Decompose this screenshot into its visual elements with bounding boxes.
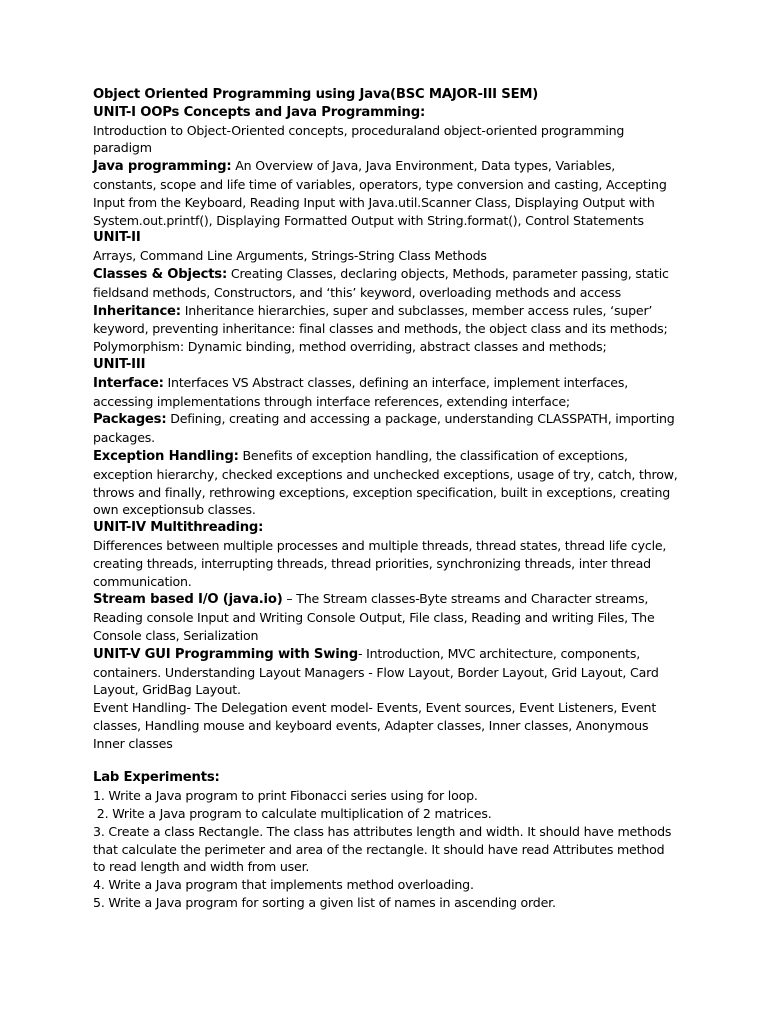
stream-io-label: Stream based I/O (java.io) (93, 592, 283, 608)
arrays-paragraph: Arrays, Command Line Arguments, Strings-String Class Methods (93, 248, 487, 264)
stream-io-text: – The Stream classes-Byte streams and Character streams, Reading console Input and Writing Console Output, File class, Reading and writing Files, The Console class, Serialization (93, 591, 655, 643)
inheritance-label: Inheritance: (93, 303, 181, 319)
unit-1-intro: Introduction to Object-Oriented concepts, proceduraland object-oriented programming paradigm (93, 122, 625, 156)
packages-label: Packages: (93, 412, 167, 428)
document-title: Object Oriented Programming using Java(BSC MAJOR-III SEM) (93, 87, 539, 102)
inheritance-paragraph (93, 302, 678, 356)
java-programming-label: Java programming: (93, 159, 232, 175)
unit-1-heading: UNIT-I OOPs Concepts and Java Programming: (93, 104, 426, 120)
lab-experiment-3: 3. Create a class Rectangle. The class has attributes length and width. It should have methods that calculate the perimeter and area of the rectangle. It should have read Attributes method to read length and width from user. (93, 823, 672, 875)
classes-objects-text: Creating Classes, declaring objects, Methods, parameter passing, static fieldsand methods, Constructors, and ‘this’ keyword, overloading methods and access (93, 265, 669, 300)
interface-text: Interfaces VS Abstract classes, defining an interface, implement interfaces, accessing implementations through interface references, extending interface; (93, 374, 629, 409)
classes-objects-paragraph (93, 265, 678, 302)
unit-4-heading: UNIT-IV Multithreading: (93, 520, 264, 536)
lab-experiment-2: 2. Write a Java program to calculate multiplication of 2 matrices. (93, 806, 492, 822)
java-programming-text: An Overview of Java, Java Environment, Data types, Variables, constants, scope and life time of variables, operators, type conversion and casting, Accepting Input from the Keyboard, Reading Input with Java.util.Scanner Class, Displaying Output with System.out.printf(), Displaying Formatted Output with String.format(), Control Statements (93, 158, 667, 228)
inheritance-text: Inheritance hierarchies, super and subclasses, member access rules, ‘super’ keyword, preventing inheritance: final classes and methods, the object class and its methods; Polymorphism: Dynamic binding, method overriding, abstract classes and methods; (93, 302, 668, 355)
packages-paragraph (93, 410, 678, 447)
java-programming-paragraph (93, 157, 678, 229)
lab-experiment-5: 5. Write a Java program for sorting a given list of names in ascending order. (93, 895, 556, 911)
threads-paragraph: Differences between multiple processes and multiple threads, thread states, thread life cycle, creating threads, interrupting threads, thread priorities, synchronizing threads, inter thread communication. (93, 537, 667, 589)
exception-handling-text: Benefits of exception handling, the classification of exceptions, exception hierarchy, checked exceptions and unchecked exceptions, usage of try, catch, throw, throws and finally, rethrowing exceptions, exception specification, built in exceptions, creating own exceptionsub classes. (93, 447, 678, 518)
packages-text: Defining, creating and accessing a package, understanding CLASSPATH, importing packages. (93, 411, 675, 446)
exception-handling-label: Exception Handling: (93, 448, 239, 464)
lab-experiment-4: 4. Write a Java program that implements method overloading. (93, 877, 474, 893)
interface-paragraph (93, 374, 678, 411)
classes-objects-label: Classes & Objects: (93, 266, 228, 282)
unit-5-paragraph (93, 645, 678, 699)
unit-3-heading: UNIT-III (93, 356, 146, 372)
unit-5-gui-text: - Introduction, MVC architecture, components, containers. Understanding Layout Managers - Flow Layout, Border Layout, Grid Layout, Card Layout, GridBag Layout. (93, 645, 659, 698)
unit-2-heading: UNIT-II (93, 230, 141, 246)
event-handling-paragraph: Event Handling- The Delegation event model- Events, Event sources, Event Listeners, Event classes, Handling mouse and keyboard events, Adapter classes, Inner classes, Anonymous Inner classes (93, 700, 657, 751)
lab-experiments-heading: Lab Experiments: (93, 770, 220, 786)
spacer (93, 752, 678, 769)
exception-handling-paragraph (93, 447, 678, 519)
lab-experiment-1: 1. Write a Java program to print Fibonacci series using for loop. (93, 788, 478, 804)
stream-io-paragraph (93, 590, 678, 644)
unit-5-heading: UNIT-V GUI Programming with Swing (93, 646, 358, 662)
interface-label: Interface: (93, 375, 164, 391)
